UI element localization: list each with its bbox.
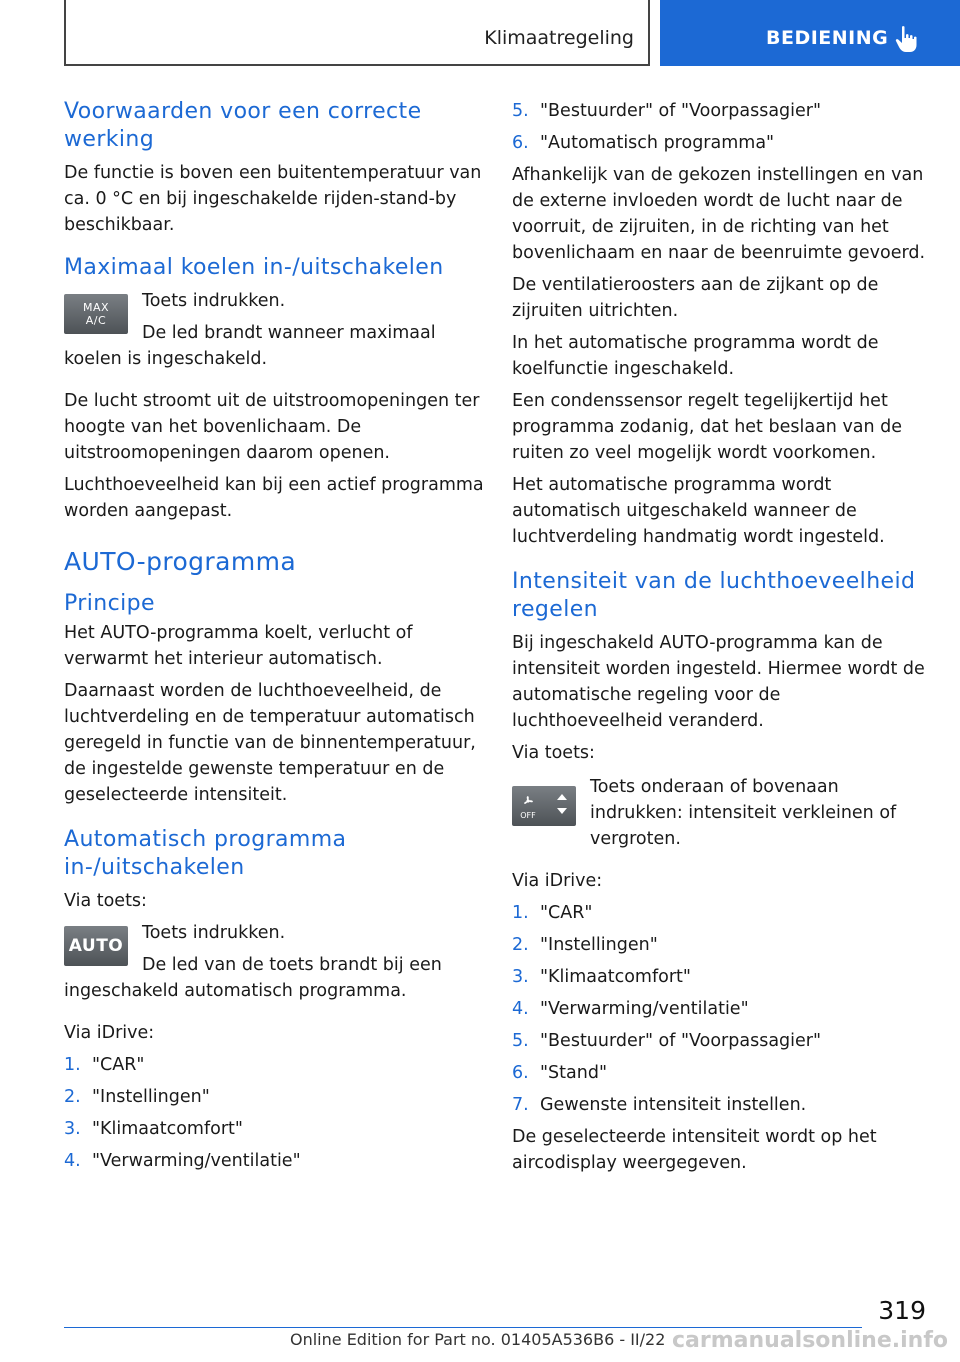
right-column: [512, 98, 930, 1182]
ac-key-label: A/C: [85, 314, 107, 327]
paragraph: De ventilatieroosters aan de zijkant op de zijruiten uitrichten.: [512, 275, 879, 321]
key-instruction: Toets onderaan of bovenaan indrukken: intensiteit verkleinen of vergroten.: [590, 777, 897, 849]
fan-key-row: [512, 774, 930, 852]
idrive-steps-list: [512, 900, 930, 1118]
list-item: 5. "Bestuurder" of "Voorpassagier": [512, 101, 822, 121]
heading-auto-program: AUTO-programma: [64, 547, 297, 576]
heading-principle: Principe: [64, 591, 155, 616]
watermark: carmanualsonline.info: [672, 1328, 948, 1353]
pointing-hand-icon: [894, 25, 920, 53]
list-item: 6. "Stand": [512, 1063, 607, 1083]
heading-correct-operation: Voorwaarden voor een correcte werking: [64, 99, 422, 152]
paragraph: De led brandt wanneer maximaal koelen is ingeschakeld.: [64, 323, 436, 369]
paragraph: De led van de toets brandt bij een ingeschakeld automatisch programma.: [64, 955, 442, 1001]
paragraph: Een condenssensor regelt tegelijkertijd het programma zodanig, dat het beslaan van de ruiten zo veel mogelijk wordt voorkomen.: [512, 391, 903, 463]
fan-icon: [519, 793, 537, 820]
paragraph: De lucht stroomt uit de uitstroomopeningen ter hoogte van het bovenlichaam. De uitstroomopeningen daarom openen.: [64, 391, 480, 463]
chapter-title: BEDIENING: [766, 27, 889, 49]
key-instruction: Toets indrukken.: [142, 923, 286, 943]
paragraph: Bij ingeschakeld AUTO-programma kan de intensiteit worden ingesteld. Hiermee wordt de automatische regeling voor de luchthoeveelheid veranderd.: [512, 633, 925, 731]
via-key-label: Via toets:: [64, 891, 147, 911]
max-key-label: MAX: [82, 301, 110, 314]
list-item: 2. "Instellingen": [512, 935, 658, 955]
edition-text: Online Edition for Part no. 01405A536B6 - II/22: [290, 1330, 666, 1349]
via-idrive-label: Via iDrive:: [64, 1023, 155, 1043]
list-item: 1. "CAR": [512, 903, 593, 923]
list-item: 3. "Klimaatcomfort": [64, 1119, 243, 1139]
key-instruction: Toets indrukken.: [142, 291, 286, 311]
idrive-steps-list: [64, 1052, 484, 1174]
heading-auto-toggle: Automatisch programma in-/uitschakelen: [64, 827, 347, 880]
via-key-label: Via toets:: [512, 743, 595, 763]
list-item: 7. Gewenste intensiteit instellen.: [512, 1095, 807, 1115]
heading-air-intensity: Intensiteit van de luchthoeveelheid regelen: [512, 569, 916, 622]
list-item: 5. "Bestuurder" of "Voorpassagier": [512, 1031, 822, 1051]
page-header: [0, 0, 960, 66]
list-item: 6. "Automatisch programma": [512, 133, 775, 153]
page-number: 319: [878, 1296, 926, 1325]
paragraph: Het automatische programma wordt automatisch uitgeschakeld wanneer de luchtverdeling handmatig wordt ingesteld.: [512, 475, 885, 547]
auto-key-row: [64, 920, 484, 970]
paragraph: De geselecteerde intensiteit wordt op het aircodisplay weergegeven.: [512, 1127, 877, 1173]
heading-max-cooling: Maximaal koelen in-/uitschakelen: [64, 255, 444, 280]
chapter-tab: [660, 0, 960, 66]
fan-off-label: OFF: [520, 810, 536, 820]
list-item: 2. "Instellingen": [64, 1087, 210, 1107]
paragraph: De functie is boven een buitentemperatuur van ca. 0 °C en bij ingeschakelde rijden-stand-by beschikbaar.: [64, 163, 482, 235]
max-ac-button-icon: [64, 294, 128, 334]
idrive-steps-continued: [512, 98, 930, 156]
paragraph: Luchthoeveelheid kan bij een actief programma worden aangepast.: [64, 475, 484, 521]
section-header-frame: [64, 0, 650, 66]
paragraph: In het automatische programma wordt de koelfunctie ingeschakeld.: [512, 333, 879, 379]
paragraph: Afhankelijk van de gekozen instellingen en van de externe invloeden wordt de lucht naar de voorruit, de zijruiten, in de richting van het bovenlichaam en naar de beenruimte gevoerd.: [512, 165, 926, 263]
left-column: [64, 98, 484, 1180]
auto-button-icon: AUTO: [64, 926, 128, 966]
section-title: Klimaatregeling: [484, 27, 634, 49]
max-ac-key-row: [64, 288, 484, 338]
fan-intensity-button-icon: [512, 786, 576, 826]
paragraph: Het AUTO-programma koelt, verlucht of verwarmt het interieur automatisch.: [64, 623, 413, 669]
list-item: 4. "Verwarming/ventilatie": [64, 1151, 301, 1171]
via-idrive-label: Via iDrive:: [512, 871, 603, 891]
list-item: 4. "Verwarming/ventilatie": [512, 999, 749, 1019]
paragraph: Daarnaast worden de luchthoeveelheid, de luchtverdeling en de temperatuur automatisch geregeld in functie van de binnentemperatuur, de ingestelde gewenste temperatuur en de geselecteerde intensiteit.: [64, 681, 476, 805]
list-item: 3. "Klimaatcomfort": [512, 967, 691, 987]
list-item: 1. "CAR": [64, 1055, 145, 1075]
chevron-up-down-icon: [555, 791, 569, 821]
